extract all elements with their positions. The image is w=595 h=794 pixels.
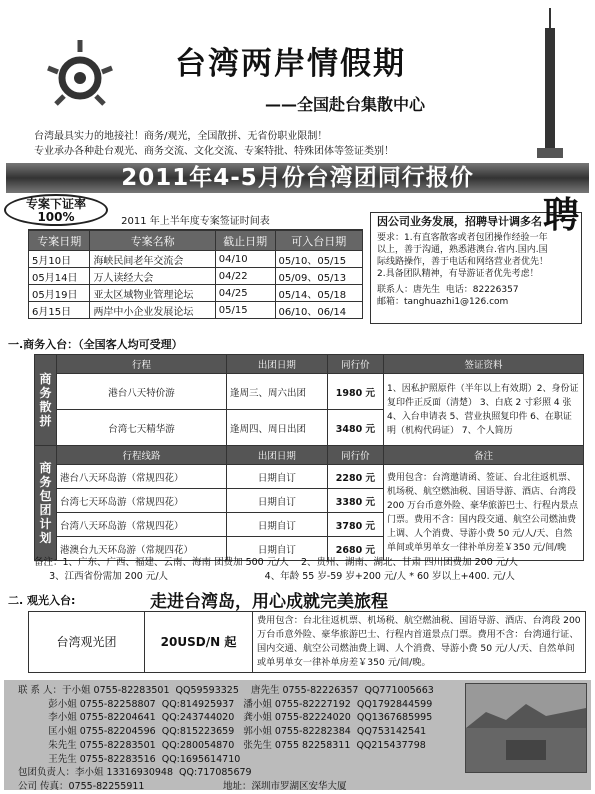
recruit-pin: 聘 (542, 194, 579, 236)
logo-icon (40, 38, 120, 118)
schedule-header: 可入台日期 (275, 231, 362, 251)
table-cell: 6月15日 (29, 302, 90, 319)
tower-icon (525, 8, 575, 158)
table-row (29, 251, 363, 268)
note-line-2: 3、江西省份需加 200 元/人 4、年龄 55 岁-59 岁+200 元/人 * 60 岁以上+400. 元/人 (34, 571, 515, 582)
sightseeing-section-title: 二. 观光入台: (8, 594, 76, 607)
business-table: 商务散拼 行程 出团日期 同行价 签证资料 港台八天特价游 逢周三、周六出团 1980 元 1、因私护照原件（半年以上有效期）2、身份证复印件正反面（清楚） 3、白底 2 寸彩照 4 张 4、入台申请表 5、营业执照复印件 6、在职证明（机构代码证） 7、个人简历 台湾七天精华游 逢周四、周日出团 3480 元 商务包团计划 行程线路 出团日期 同行价 备注 港台八天环岛游（常规四花） 日期自订 2280 元 费用包含：台湾邀请函、签证、台北往返机票、机场税、航空燃油税、国语导游、酒店、台湾段 200 万台币意外险、豪华旅游巴士、行程内景点门票。费用不含：国内段交通、航空公司燃油费上调、人个消费、导游小费 50 元/人/天、自然单间或单男单女一律补单房差￥350 元/间/晚 台湾七天环岛游（常规四花） 日期自订 3380 元 台湾八天环岛游（常规四花） 日期自订 3780 元 港澳台九天环岛游（常规四花） 日期自订 2680 元 (34, 354, 584, 561)
recruit-head: 因公司业务发展，招聘导计调多名 (377, 215, 542, 228)
table-cell: 04/10 (215, 251, 275, 268)
business-section-title: 一.商务入台：（全国客人均可受理） (8, 338, 183, 351)
table-cell: 两岸中小企业发展论坛 (90, 302, 215, 319)
schedule-header: 专案名称 (90, 231, 215, 251)
contact-line: 公司 传真：0755-82255911 地址：深圳市罗湖区安华大厦 (18, 780, 347, 792)
contact-line: 联 系 人：于小姐 0755-82283501 QQ59593325 唐先生 0755-82226357 QQ771005663 (18, 685, 434, 696)
schedule-table (28, 212, 363, 319)
badge-label: 专案下证率 (25, 197, 86, 211)
sightseeing-label: 台湾观光团 (29, 612, 145, 672)
badge-value: 100% (37, 210, 75, 224)
contact-line: 彭小姐 0755-82258807 QQ:814925937 潘小姐 0755-82227192 QQ1792844599 (18, 698, 433, 710)
schedule-caption: 2011 年上半年度专案签证时间表 (28, 212, 363, 230)
recruit-tel: 电话：82226357 (445, 285, 519, 295)
table-row (29, 285, 363, 302)
table-cell: 5月10日 (29, 251, 90, 268)
recruit-person: 联系人：唐先生 (377, 285, 441, 295)
table-cell: 04/22 (215, 268, 275, 285)
table-cell: 04/25 (215, 285, 275, 302)
contact-line: 朱先生 0755-82283501 QQ:280054870 张先生 0755 82258311 QQ215437798 (18, 739, 426, 751)
sightseeing-box (28, 611, 586, 673)
sightseeing-text: 费用包含：台北往返机票、机场税、航空燃油税、国语导游、酒店、台湾段 200 万台币意外险、豪华旅游巴士、行程内首道景点门票。费用不含：台湾通行证、国内交通、航空公司燃油费上调、人个消费、导游小费 50 元/人/天、自然单间或单男单女一律补单房差￥350 元/间/晚。 (257, 615, 581, 668)
group-label-1: 商务散拼 (35, 355, 57, 446)
table-cell: 05/15 (215, 302, 275, 319)
slogan: 走进台湾岛，用心成就完美旅程 (150, 592, 388, 612)
table-cell: 05/14、05/18 (275, 285, 362, 302)
intro-line-2: 专业承办各种赴台观光、商务交流、文化交流、专案特批、特殊团体等签证类别！ (34, 146, 394, 157)
recruit-email[interactable]: 邮箱：tanghuazhi1@126.com (377, 297, 509, 307)
recruit-requirements: 要求：1.有直客散客或者包团操作经验一年以上，善于沟通，熟悉港澳台.省内.国内.国际线路操作，善于电话和网络营业者优先！2.具备团队精神，有导游证者优先考虑！ (377, 233, 549, 279)
page-title: 台湾两岸情假期 (175, 46, 406, 82)
table-cell: 05月19日 (29, 285, 90, 302)
intro-line-1: 台湾最具实力的地接社！商务/观光，全国散拼、无省份职业限制！ (34, 131, 328, 142)
schedule-header: 截止日期 (215, 231, 275, 251)
recruit-box (370, 194, 582, 324)
price-banner: 2011年4-5月份台湾团同行报价 (6, 163, 589, 193)
visa-docs: 1、因私护照原件（半年以上有效期）2、身份证复印件正反面（清楚） 3、白底 2 寸彩照 4 张 4、入台申请表 5、营业执照复印件 6、在职证明（机构代码证） 7、个人简历 (384, 374, 584, 446)
schedule-header: 专案日期 (29, 231, 90, 251)
table-cell: 万人读经大会 (90, 268, 215, 285)
table-row (29, 268, 363, 285)
table-cell: 海峡民间老年交流会 (90, 251, 215, 268)
table-cell: 05/09、05/13 (275, 268, 362, 285)
contact-line: 王先生 0755-82283516 QQ:1695614710 (18, 753, 241, 765)
page-subtitle: ——全国赴台集散中心 (265, 95, 426, 114)
contact-line: 匡小姐 0755-82204596 QQ:815223659 郭小姐 0755-82282384 QQ753142541 (18, 726, 427, 738)
note-line-1: 备注：1、广东、广西、福建、云南、海南 团费加 500 元/人 2、贵州、湖南、湖北、甘肃 四川团费加 200 元/人 (34, 557, 518, 568)
group-label-2: 商务包团计划 (35, 446, 57, 561)
contact-line: 包团负责人：李小姐 13316930948 QQ:717085679 (18, 767, 252, 779)
table-cell: 亚太区域物业管理论坛 (90, 285, 215, 302)
package-remark: 费用包含：台湾邀请函、签证、台北往返机票、机场税、航空燃油税、国语导游、酒店、台湾段 200 万台币意外险、豪华旅游巴士、行程内景点门票。费用不含：国内段交通、航空公司燃油费上调、人个消费、导游小费 50 元/人/天、自然单间或单男单女一律补单房差￥350 元/间/晚 (384, 465, 584, 561)
sightseeing-price: 20USD/N 起 (145, 612, 253, 672)
travel-photos-image (465, 683, 587, 773)
table-cell: 05月14日 (29, 268, 90, 285)
table-cell: 06/10、06/14 (275, 302, 362, 319)
contact-line: 李小姐 0755-82204641 QQ:243744020 龚小姐 0755-82224020 QQ1367685995 (18, 712, 433, 724)
table-row (29, 302, 363, 319)
table-cell: 05/10、05/15 (275, 251, 362, 268)
